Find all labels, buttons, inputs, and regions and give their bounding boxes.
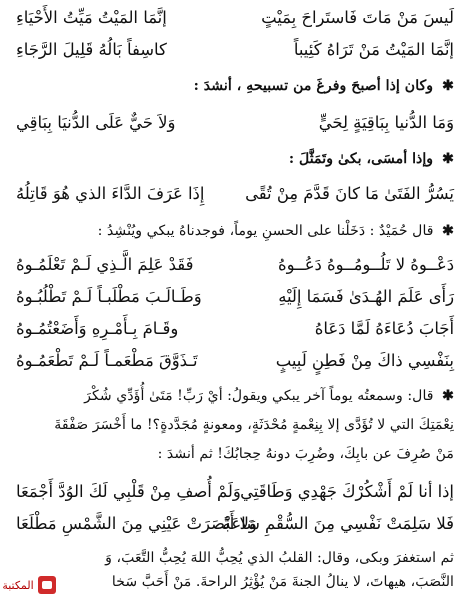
watermark-label: المكتبة xyxy=(2,578,34,592)
verse-right-2: إنَّمَا المَيْتُ مَنْ تَرَاهُ كَئِيباً xyxy=(293,40,454,59)
verse-left-7: وقَـامَ بِـأَمْـرِهِ وَأَضَعْتُمُـوهُ xyxy=(16,319,179,338)
verse-left-3: وَلاَ حَيٌّ عَلَى الدُّنيَا بِبَاقِي xyxy=(16,113,176,132)
verse-left-9: وَلَمْ أُصفِ مِنْ قَلْبِي لَكَ الوُدَّ أَجْمَعَا xyxy=(16,482,241,501)
section-heading-text: وكان إذا أصبحَ وفرغَ من تسبيحهِ ، أنشدَ : xyxy=(193,78,434,94)
verse-right-6: رَأَى عَلَمَ الهُـدَىٰ فَسَمَا إِلَيْهِ xyxy=(278,287,454,306)
verse-left-8: تَـذَوَّقَ مَطْعَمـاً لَـمْ تَطْعَمُـوهُ xyxy=(16,351,198,370)
paragraph-2-line-3: مَنْ صُرِفَ عن بابِكَ، وضُرِبَ دونهُ حِجابُكَ! ثم أنشدَ : xyxy=(157,446,454,462)
section-heading-2 xyxy=(289,151,454,167)
watermark-logo xyxy=(0,570,58,600)
verse-right-7: أَجَابَ دُعَاءَهُ لَمَّا دَعَاهُ xyxy=(314,319,454,338)
section-heading-text: وإذا أمسَى، بكىٰ وتَمَثَّلَ : xyxy=(288,151,434,167)
paragraph-text: قال حُمَيْدٌ : دَخَلْنا على الحسنِ يوماً، فوجدناهُ يبكي ويُنْشِدُ : xyxy=(97,223,434,239)
verse-right-1: لَيسَ مَنْ مَاتَ فَاستَراحَ بِمَيْتٍ xyxy=(261,8,454,27)
verse-left-4: إِذَا عَرَفَ الدَّاءَ الذي هُوَ قَاتِلُهُ xyxy=(16,184,205,203)
verse-right-5: دَعْــوهُ لا تَلُــومُــوهُ دَعُــوهُ xyxy=(278,255,454,274)
verse-right-4: يَسُرُّ الفَتَىٰ مَا كانَ قَدَّمَ مِنْ تُقًى xyxy=(245,184,454,203)
verse-right-8: بِنَفْسِي ذاكَ مِنْ فَطِنٍ لَبِيبٍ xyxy=(275,351,454,370)
paragraph-text: قال: وسمعتُه يوماً آخر يبكي ويقولُ: أيْ رَبِّ! مَتَىٰ أُؤَدِّي شُكْرَ xyxy=(84,388,434,404)
verse-left-6: وَطَـالَـبَ مَطْلَبـاً لَـمْ تَطْلُبُـوهُ xyxy=(16,287,202,306)
verse-left-2: كاسِفاً بَالُهُ قَلِيلَ الرَّجَاءِ xyxy=(16,40,167,59)
bullet-star-icon: ✱ xyxy=(442,223,454,239)
bullet-star-icon: ✱ xyxy=(442,388,454,404)
verse-left-1: إنَّمَا المَيْتُ مَيِّتُ الأَحْيَاءِ xyxy=(16,8,167,27)
verse-left-5: فَقَدْ عَلِمَ الَّـذِي لَـمْ تَعْلَمُـوهُ xyxy=(16,255,194,274)
verse-right-9: إذا أنا لَمْ أَشْكُرْكَ جَهْدِي وَطَاقَتِي xyxy=(240,482,454,501)
verse-left-10: وَلا أَبْصَرَتْ عَيْنِي مِنَ الشَّمْسِ مَطْلَعَا xyxy=(16,514,257,533)
section-heading-1 xyxy=(194,78,454,94)
verse-right-3: وَمَا الدُّنيا بِبَاقِيَةٍ لِحَيٍّ xyxy=(318,113,454,132)
paragraph-1 xyxy=(98,223,454,239)
paragraph-3-line-1: ثم استغفرَ وبكى، وقال: القلبُ الذي يُحِبُّ اللهَ يُحِبُّ التَّعَبَ، وَ xyxy=(105,550,454,566)
paragraph-2-line-1 xyxy=(84,388,454,404)
paragraph-3-line-2: النَّصَبَ، هيهاتَ، لا ينالُ الجنةَ مَنْ يُؤْثِرُ الراحةَ. مَنْ أَحَبَّ سَخا xyxy=(111,574,454,590)
verse-right-10: فَلا سَلِمَتْ نَفْسِي مِنَ السُّقْمِ سَاعَةً xyxy=(222,514,454,533)
paragraph-2-line-2: نِعْمَتِكَ التي لا تُؤَدَّى إلا بِنِعْمةٍ مُحْدَثَةٍ، ومعونةٍ مُجَدَّدةٍ؟! ما أَخْسَرَ صَفْقَةَ xyxy=(54,417,454,433)
bullet-star-icon: ✱ xyxy=(442,151,454,167)
bullet-star-icon: ✱ xyxy=(442,78,454,94)
library-logo-icon xyxy=(38,576,56,594)
